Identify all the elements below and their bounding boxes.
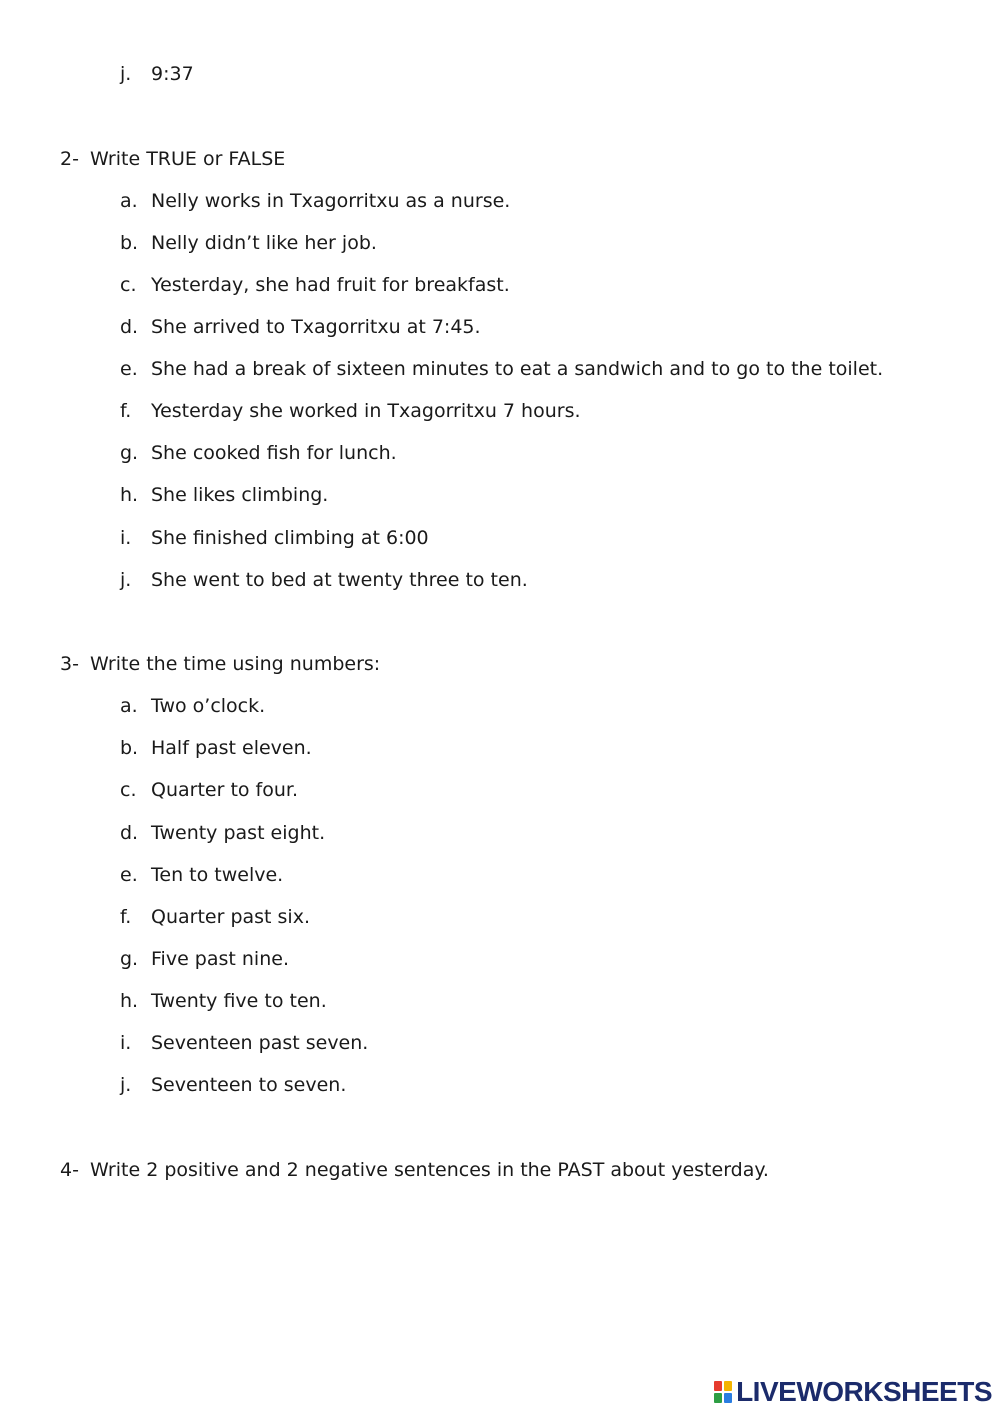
item-text: Seventeen to seven.: [151, 1074, 347, 1096]
liveworksheets-logo[interactable]: [714, 1377, 992, 1407]
logo-square: [714, 1393, 722, 1403]
section4-heading: [60, 1158, 769, 1182]
item-letter: c.: [120, 779, 137, 801]
item-letter: c.: [120, 274, 137, 296]
item-text: Half past eleven.: [151, 737, 312, 759]
item-text: She finished climbing at 6:00: [151, 527, 429, 549]
section2-heading: [60, 147, 285, 171]
section3-item-h: [120, 989, 327, 1013]
item-text: Nelly works in Txagorritxu as a nurse.: [151, 190, 511, 212]
item-letter: f.: [120, 906, 132, 928]
item-letter: b.: [120, 232, 139, 254]
item-text: Yesterday she worked in Txagorritxu 7 hours.: [151, 400, 581, 422]
section2-item-e: [120, 357, 883, 381]
item-letter: i.: [120, 1032, 132, 1054]
section3-heading: [60, 652, 380, 676]
item-text: Twenty five to ten.: [151, 990, 327, 1012]
section-number: 2-: [60, 148, 79, 170]
item-text: She had a break of sixteen minutes to eat a sandwich and to go to the toilet.: [151, 358, 884, 380]
item-letter: g.: [120, 948, 139, 970]
section3-item-i: [120, 1031, 368, 1055]
section2-item-f: [120, 399, 581, 423]
item-letter: b.: [120, 737, 139, 759]
item-letter: j.: [120, 569, 132, 591]
logo-mark-icon: [714, 1381, 732, 1403]
section2-item-a: [120, 189, 510, 213]
section-number: 3-: [60, 653, 79, 675]
item-letter: i.: [120, 527, 132, 549]
item-text: She arrived to Txagorritxu at 7:45.: [151, 316, 481, 338]
section3-item-b: [120, 736, 312, 760]
section3-item-f: [120, 905, 310, 929]
item-text: Quarter past six.: [151, 906, 310, 928]
item-text: Yesterday, she had fruit for breakfast.: [151, 274, 510, 296]
section2-item-b: [120, 231, 377, 255]
item-letter: e.: [120, 864, 138, 886]
item-letter: a.: [120, 190, 138, 212]
item-text: Five past nine.: [151, 948, 289, 970]
item-text: Quarter to four.: [151, 779, 299, 801]
section2-item-d: [120, 315, 481, 339]
section3-item-e: [120, 863, 283, 887]
logo-square: [714, 1381, 722, 1391]
item-text: She went to bed at twenty three to ten.: [151, 569, 528, 591]
item-letter: a.: [120, 695, 138, 717]
item-letter: d.: [120, 316, 139, 338]
section2-item-h: [120, 483, 328, 507]
item-text: Two o’clock.: [151, 695, 266, 717]
section3-item-d: [120, 821, 325, 845]
section3-item-j: [120, 1073, 346, 1097]
section1-item-j: [120, 62, 194, 86]
section-number: 4-: [60, 1159, 79, 1181]
item-letter: j.: [120, 63, 132, 85]
section3-item-c: [120, 778, 298, 802]
section2-item-i: [120, 526, 429, 550]
section-title: Write the time using numbers:: [90, 653, 381, 675]
section2-item-c: [120, 273, 510, 297]
item-text: She likes climbing.: [151, 484, 329, 506]
logo-square: [724, 1381, 732, 1391]
logo-text: LIVEWORKSHEETS: [736, 1376, 992, 1407]
item-letter: j.: [120, 1074, 132, 1096]
section2-item-j: [120, 568, 528, 592]
item-letter: f.: [120, 400, 132, 422]
section2-item-g: [120, 441, 397, 465]
section3-item-a: [120, 694, 265, 718]
item-letter: h.: [120, 484, 139, 506]
item-letter: d.: [120, 822, 139, 844]
item-text: Ten to twelve.: [151, 864, 284, 886]
item-text: Nelly didn’t like her job.: [151, 232, 377, 254]
item-text: She cooked fish for lunch.: [151, 442, 397, 464]
item-letter: g.: [120, 442, 139, 464]
logo-square: [724, 1393, 732, 1403]
item-text: 9:37: [151, 63, 194, 85]
item-text: Seventeen past seven.: [151, 1032, 369, 1054]
section3-item-g: [120, 947, 289, 971]
section-title: Write TRUE or FALSE: [90, 148, 286, 170]
item-letter: e.: [120, 358, 138, 380]
section-title: Write 2 positive and 2 negative sentences in the PAST about yesterday.: [90, 1159, 769, 1181]
item-text: Twenty past eight.: [151, 822, 326, 844]
item-letter: h.: [120, 990, 139, 1012]
